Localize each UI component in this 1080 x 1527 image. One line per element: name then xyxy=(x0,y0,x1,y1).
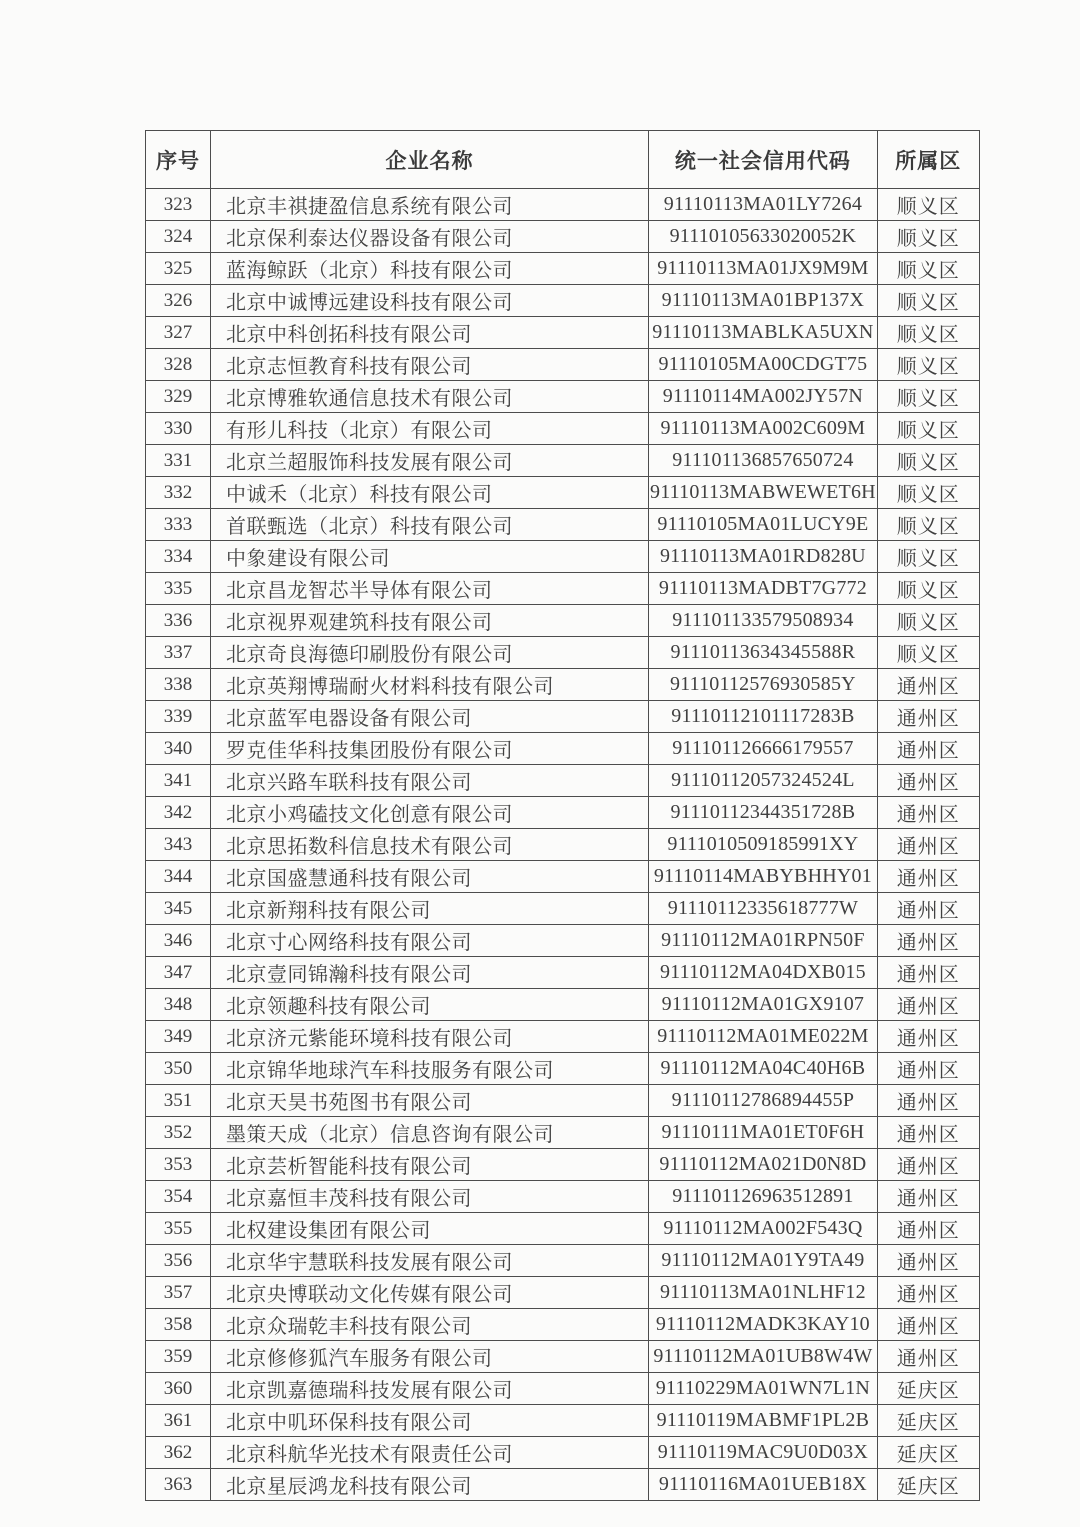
cell-name: 北京凯嘉德瑞科技发展有限公司 xyxy=(211,1373,649,1405)
cell-name: 北京博雅软通信息技术有限公司 xyxy=(211,381,649,413)
cell-code: 91110229MA01WN7L1N xyxy=(649,1373,878,1405)
cell-name: 北京英翔博瑞耐火材料科技有限公司 xyxy=(211,669,649,701)
cell-index: 324 xyxy=(146,221,211,253)
cell-name: 北京修修狐汽车服务有限公司 xyxy=(211,1341,649,1373)
cell-index: 353 xyxy=(146,1149,211,1181)
table-row xyxy=(146,765,980,797)
table-row xyxy=(146,221,980,253)
table-row xyxy=(146,1309,980,1341)
cell-district: 通州区 xyxy=(877,989,979,1021)
table-row xyxy=(146,477,980,509)
table-row xyxy=(146,349,980,381)
table-row xyxy=(146,285,980,317)
cell-district: 通州区 xyxy=(877,1213,979,1245)
cell-name: 北京中叽环保科技有限公司 xyxy=(211,1405,649,1437)
table-row xyxy=(146,1341,980,1373)
cell-index: 356 xyxy=(146,1245,211,1277)
cell-district: 顺义区 xyxy=(877,189,979,221)
cell-district: 通州区 xyxy=(877,669,979,701)
cell-district: 通州区 xyxy=(877,1085,979,1117)
cell-district: 顺义区 xyxy=(877,477,979,509)
cell-index: 347 xyxy=(146,957,211,989)
cell-index: 338 xyxy=(146,669,211,701)
cell-index: 337 xyxy=(146,637,211,669)
cell-name: 北京小鸡磕技文化创意有限公司 xyxy=(211,797,649,829)
table-row xyxy=(146,509,980,541)
cell-name: 中诚禾（北京）科技有限公司 xyxy=(211,477,649,509)
cell-index: 351 xyxy=(146,1085,211,1117)
cell-district: 通州区 xyxy=(877,893,979,925)
table-row xyxy=(146,189,980,221)
cell-name: 北京芸析智能科技有限公司 xyxy=(211,1149,649,1181)
table-row xyxy=(146,1149,980,1181)
cell-index: 346 xyxy=(146,925,211,957)
cell-code: 91110114MABYBHHY01 xyxy=(649,861,878,893)
cell-district: 顺义区 xyxy=(877,317,979,349)
cell-name: 北京天昊书苑图书有限公司 xyxy=(211,1085,649,1117)
cell-code: 91110112344351728B xyxy=(649,797,878,829)
cell-district: 顺义区 xyxy=(877,253,979,285)
table-row xyxy=(146,381,980,413)
table-row xyxy=(146,637,980,669)
cell-index: 355 xyxy=(146,1213,211,1245)
cell-code: 91110105MA00CDGT75 xyxy=(649,349,878,381)
table-row xyxy=(146,925,980,957)
cell-district: 通州区 xyxy=(877,1149,979,1181)
cell-district: 通州区 xyxy=(877,1309,979,1341)
cell-index: 360 xyxy=(146,1373,211,1405)
table-row xyxy=(146,989,980,1021)
cell-index: 325 xyxy=(146,253,211,285)
cell-index: 362 xyxy=(146,1437,211,1469)
cell-name: 北京视界观建筑科技有限公司 xyxy=(211,605,649,637)
cell-district: 通州区 xyxy=(877,1117,979,1149)
cell-code: 91110113MA01NLHF12 xyxy=(649,1277,878,1309)
company-table xyxy=(145,130,980,1501)
table-row xyxy=(146,413,980,445)
cell-name: 首联甄选（北京）科技有限公司 xyxy=(211,509,649,541)
cell-district: 通州区 xyxy=(877,957,979,989)
cell-name: 北京央博联动文化传媒有限公司 xyxy=(211,1277,649,1309)
cell-index: 332 xyxy=(146,477,211,509)
cell-name: 北京中诚博远建设科技有限公司 xyxy=(211,285,649,317)
table-row xyxy=(146,1437,980,1469)
cell-name: 中象建设有限公司 xyxy=(211,541,649,573)
cell-code: 911101126666179557 xyxy=(649,733,878,765)
cell-code: 91110114MA002JY57N xyxy=(649,381,878,413)
cell-index: 334 xyxy=(146,541,211,573)
table-row xyxy=(146,797,980,829)
cell-code: 91110113MABWEWET6H xyxy=(649,477,878,509)
cell-code: 91110112101117283B xyxy=(649,701,878,733)
cell-index: 328 xyxy=(146,349,211,381)
cell-district: 通州区 xyxy=(877,1245,979,1277)
cell-district: 通州区 xyxy=(877,861,979,893)
cell-index: 357 xyxy=(146,1277,211,1309)
cell-code: 9111010509185991XY xyxy=(649,829,878,861)
cell-index: 349 xyxy=(146,1021,211,1053)
header-cell-name: 企业名称 xyxy=(211,131,649,189)
cell-district: 延庆区 xyxy=(877,1437,979,1469)
cell-index: 323 xyxy=(146,189,211,221)
cell-district: 顺义区 xyxy=(877,349,979,381)
cell-name: 北京国盛慧通科技有限公司 xyxy=(211,861,649,893)
cell-district: 顺义区 xyxy=(877,541,979,573)
cell-code: 91110113MA01LY7264 xyxy=(649,189,878,221)
cell-name: 北京华宇慧联科技发展有限公司 xyxy=(211,1245,649,1277)
cell-name: 北京科航华光技术有限责任公司 xyxy=(211,1437,649,1469)
cell-code: 91110112MADK3KAY10 xyxy=(649,1309,878,1341)
cell-code: 91110112MA04C40H6B xyxy=(649,1053,878,1085)
table-row xyxy=(146,861,980,893)
cell-district: 顺义区 xyxy=(877,381,979,413)
cell-index: 327 xyxy=(146,317,211,349)
cell-code: 91110119MAC9U0D03X xyxy=(649,1437,878,1469)
cell-code: 91110112MA002F543Q xyxy=(649,1213,878,1245)
cell-district: 顺义区 xyxy=(877,221,979,253)
table-row xyxy=(146,733,980,765)
cell-district: 顺义区 xyxy=(877,509,979,541)
cell-index: 336 xyxy=(146,605,211,637)
table-row xyxy=(146,1213,980,1245)
cell-name: 北京思拓数科信息技术有限公司 xyxy=(211,829,649,861)
cell-district: 通州区 xyxy=(877,1341,979,1373)
cell-name: 罗克佳华科技集团股份有限公司 xyxy=(211,733,649,765)
cell-district: 顺义区 xyxy=(877,413,979,445)
cell-code: 91110113634345588R xyxy=(649,637,878,669)
cell-district: 顺义区 xyxy=(877,285,979,317)
cell-code: 91110112MA01ME022M xyxy=(649,1021,878,1053)
cell-index: 354 xyxy=(146,1181,211,1213)
cell-code: 91110113MA01BP137X xyxy=(649,285,878,317)
cell-index: 363 xyxy=(146,1469,211,1501)
cell-district: 顺义区 xyxy=(877,605,979,637)
company-table-header xyxy=(146,131,980,189)
table-row xyxy=(146,317,980,349)
table-row xyxy=(146,701,980,733)
cell-index: 352 xyxy=(146,1117,211,1149)
cell-name: 北京星辰鸿龙科技有限公司 xyxy=(211,1469,649,1501)
cell-code: 91110111MA01ET0F6H xyxy=(649,1117,878,1149)
cell-district: 通州区 xyxy=(877,1277,979,1309)
cell-index: 361 xyxy=(146,1405,211,1437)
cell-index: 339 xyxy=(146,701,211,733)
cell-code: 91110112MA01RPN50F xyxy=(649,925,878,957)
cell-name: 北京奇良海德印刷股份有限公司 xyxy=(211,637,649,669)
cell-index: 345 xyxy=(146,893,211,925)
cell-index: 335 xyxy=(146,573,211,605)
cell-name: 北京中科创拓科技有限公司 xyxy=(211,317,649,349)
cell-code: 91110113MA002C609M xyxy=(649,413,878,445)
table-row xyxy=(146,1117,980,1149)
cell-index: 326 xyxy=(146,285,211,317)
cell-code: 91110113MADBT7G772 xyxy=(649,573,878,605)
table-row xyxy=(146,253,980,285)
cell-name: 北京锦华地球汽车科技服务有限公司 xyxy=(211,1053,649,1085)
cell-code: 91110113MA01RD828U xyxy=(649,541,878,573)
cell-name: 北京蓝军电器设备有限公司 xyxy=(211,701,649,733)
cell-index: 348 xyxy=(146,989,211,1021)
cell-index: 350 xyxy=(146,1053,211,1085)
table-row xyxy=(146,957,980,989)
cell-district: 延庆区 xyxy=(877,1373,979,1405)
cell-district: 通州区 xyxy=(877,1021,979,1053)
cell-code: 91110112MA01Y9TA49 xyxy=(649,1245,878,1277)
cell-code: 91110112MA021D0N8D xyxy=(649,1149,878,1181)
cell-name: 北京志恒教育科技有限公司 xyxy=(211,349,649,381)
header-cell-index: 序号 xyxy=(146,131,211,189)
header-cell-code: 统一社会信用代码 xyxy=(649,131,878,189)
table-row xyxy=(146,573,980,605)
cell-index: 342 xyxy=(146,797,211,829)
table-row xyxy=(146,1373,980,1405)
cell-index: 359 xyxy=(146,1341,211,1373)
cell-name: 北权建设集团有限公司 xyxy=(211,1213,649,1245)
cell-name: 北京领趣科技有限公司 xyxy=(211,989,649,1021)
cell-name: 北京新翔科技有限公司 xyxy=(211,893,649,925)
table-row xyxy=(146,1469,980,1501)
cell-district: 延庆区 xyxy=(877,1405,979,1437)
cell-code: 91110113MA01JX9M9M xyxy=(649,253,878,285)
cell-index: 343 xyxy=(146,829,211,861)
cell-code: 911101136857650724 xyxy=(649,445,878,477)
cell-code: 91110116MA01UEB18X xyxy=(649,1469,878,1501)
table-row xyxy=(146,541,980,573)
cell-code: 91110112MA01UB8W4W xyxy=(649,1341,878,1373)
table-row xyxy=(146,893,980,925)
company-table-body xyxy=(146,189,980,1501)
cell-district: 通州区 xyxy=(877,733,979,765)
cell-index: 329 xyxy=(146,381,211,413)
header-cell-district: 所属区 xyxy=(877,131,979,189)
cell-district: 通州区 xyxy=(877,925,979,957)
header-row xyxy=(146,131,980,189)
cell-code: 91110112576930585Y xyxy=(649,669,878,701)
cell-district: 顺义区 xyxy=(877,573,979,605)
cell-name: 北京壹同锦瀚科技有限公司 xyxy=(211,957,649,989)
table-row xyxy=(146,1277,980,1309)
cell-district: 顺义区 xyxy=(877,445,979,477)
cell-name: 北京寸心网络科技有限公司 xyxy=(211,925,649,957)
table-row xyxy=(146,445,980,477)
table-row xyxy=(146,1085,980,1117)
cell-name: 有形儿科技（北京）有限公司 xyxy=(211,413,649,445)
cell-name: 北京济元紫能环境科技有限公司 xyxy=(211,1021,649,1053)
cell-code: 91110105633020052K xyxy=(649,221,878,253)
table-row xyxy=(146,829,980,861)
cell-code: 91110105MA01LUCY9E xyxy=(649,509,878,541)
table-row xyxy=(146,605,980,637)
table-row xyxy=(146,669,980,701)
cell-index: 333 xyxy=(146,509,211,541)
table-row xyxy=(146,1053,980,1085)
cell-district: 延庆区 xyxy=(877,1469,979,1501)
cell-name: 北京昌龙智芯半导体有限公司 xyxy=(211,573,649,605)
cell-code: 91110112MA01GX9107 xyxy=(649,989,878,1021)
cell-name: 北京兰超服饰科技发展有限公司 xyxy=(211,445,649,477)
cell-district: 通州区 xyxy=(877,797,979,829)
cell-name: 蓝海鲸跃（北京）科技有限公司 xyxy=(211,253,649,285)
cell-district: 通州区 xyxy=(877,1053,979,1085)
table-row xyxy=(146,1021,980,1053)
cell-district: 顺义区 xyxy=(877,637,979,669)
cell-district: 通州区 xyxy=(877,765,979,797)
cell-code: 91110113MABLKA5UXN xyxy=(649,317,878,349)
table-row xyxy=(146,1181,980,1213)
cell-district: 通州区 xyxy=(877,1181,979,1213)
cell-name: 北京保利泰达仪器设备有限公司 xyxy=(211,221,649,253)
cell-name: 北京嘉恒丰茂科技有限公司 xyxy=(211,1181,649,1213)
table-row xyxy=(146,1405,980,1437)
cell-index: 358 xyxy=(146,1309,211,1341)
cell-index: 330 xyxy=(146,413,211,445)
cell-code: 911101133579508934 xyxy=(649,605,878,637)
cell-name: 北京众瑞乾丰科技有限公司 xyxy=(211,1309,649,1341)
cell-code: 91110112786894455P xyxy=(649,1085,878,1117)
cell-district: 通州区 xyxy=(877,701,979,733)
cell-code: 91110119MABMF1PL2B xyxy=(649,1405,878,1437)
cell-district: 通州区 xyxy=(877,829,979,861)
company-list-document xyxy=(145,130,980,1501)
cell-code: 91110112057324524L xyxy=(649,765,878,797)
cell-name: 墨策天成（北京）信息咨询有限公司 xyxy=(211,1117,649,1149)
cell-code: 911101126963512891 xyxy=(649,1181,878,1213)
cell-code: 91110112MA04DXB015 xyxy=(649,957,878,989)
cell-code: 91110112335618777W xyxy=(649,893,878,925)
cell-index: 331 xyxy=(146,445,211,477)
cell-name: 北京丰祺捷盈信息系统有限公司 xyxy=(211,189,649,221)
table-row xyxy=(146,1245,980,1277)
cell-index: 341 xyxy=(146,765,211,797)
cell-index: 340 xyxy=(146,733,211,765)
cell-name: 北京兴路车联科技有限公司 xyxy=(211,765,649,797)
cell-index: 344 xyxy=(146,861,211,893)
